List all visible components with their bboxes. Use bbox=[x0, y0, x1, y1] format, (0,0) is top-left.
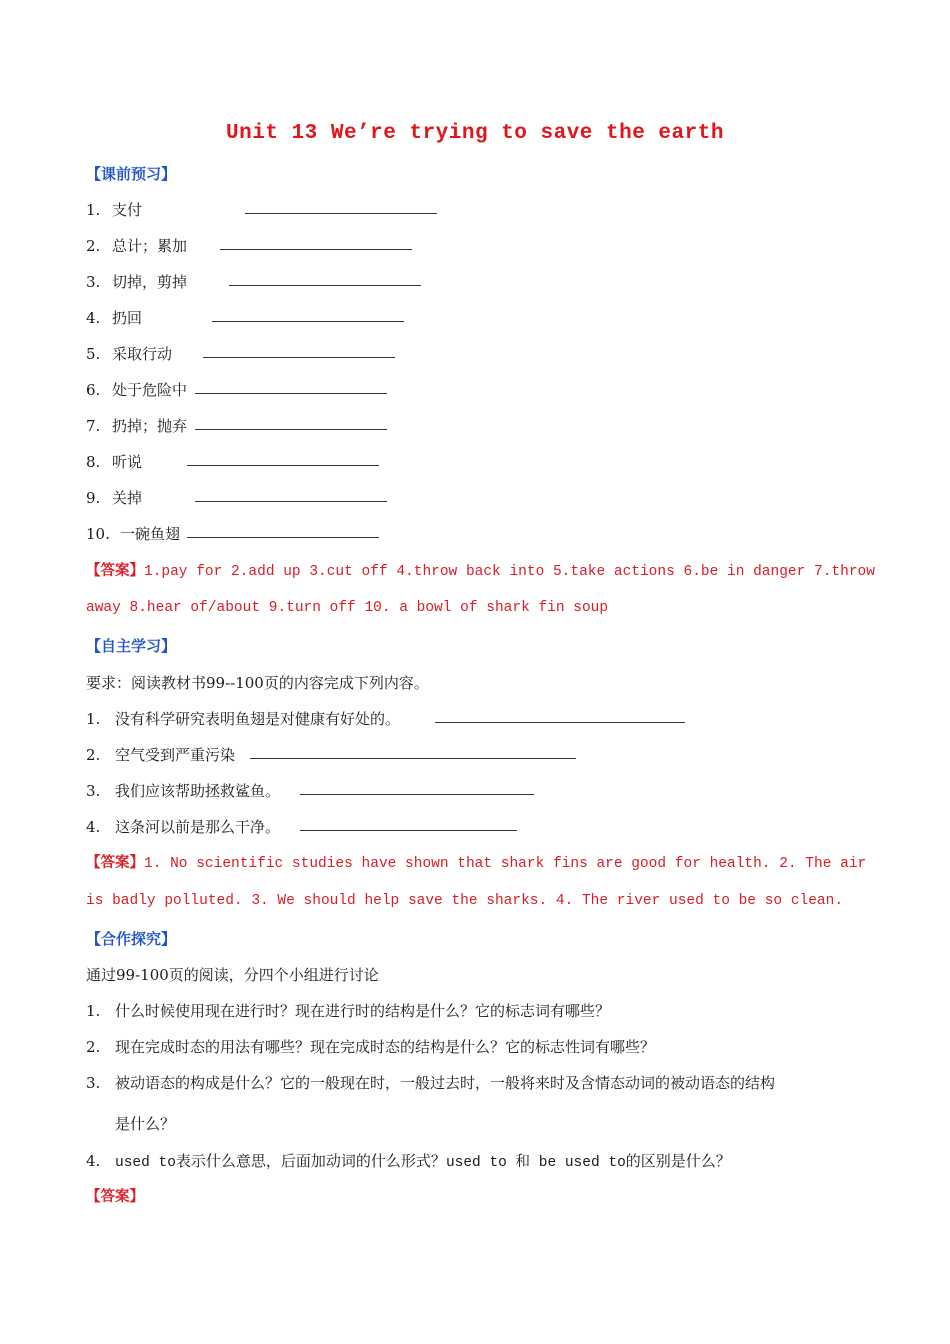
answer-blank[interactable] bbox=[220, 235, 412, 250]
list-item: 3. 切掉，剪掉 bbox=[86, 271, 187, 292]
answer-line: is badly polluted. 3. We should help save the sharks. 4. The river used to be so clean. bbox=[86, 893, 844, 909]
list-item: 9. 关掉 bbox=[86, 487, 142, 508]
answer-blank[interactable] bbox=[212, 307, 404, 322]
answer-tag: 【答案】 bbox=[86, 1189, 144, 1205]
answer-line: 【答案】1.pay for 2.add up 3.cut off 4.throw back into 5.take actions 6.be in danger 7.throw bbox=[86, 563, 875, 580]
list-item: 6. 处于危险中 bbox=[86, 379, 187, 400]
list-item: 4. 扔回 bbox=[86, 307, 142, 328]
answer-line: away 8.hear of/about 9.turn off 10. a bowl of shark fin soup bbox=[86, 600, 609, 616]
section-heading-cooperation: 【合作探究】 bbox=[86, 930, 177, 948]
answer-tag: 【答案】 bbox=[86, 855, 144, 871]
list-item: 3. 我们应该帮助拯救鲨鱼。 bbox=[86, 780, 280, 801]
list-item: 10. 一碗鱼翅 bbox=[86, 523, 180, 544]
list-item: 5. 采取行动 bbox=[86, 343, 172, 364]
list-item: 2. 总计；累加 bbox=[86, 235, 187, 256]
list-item: 1. 什么时候使用现在进行时？现在进行时的结构是什么？它的标志词有哪些？ bbox=[86, 1002, 611, 1020]
answer-blank[interactable] bbox=[195, 415, 387, 430]
page-title: Unit 13 We’re trying to save the earth bbox=[226, 122, 724, 145]
list-item: 1. 支付 bbox=[86, 199, 142, 220]
list-item: 8. 听说 bbox=[86, 451, 142, 472]
answer-tag: 【答案】 bbox=[86, 563, 144, 579]
section-heading-self-study: 【自主学习】 bbox=[86, 637, 177, 655]
list-item: 7. 扔掉；抛弃 bbox=[86, 415, 187, 436]
answer-blank[interactable] bbox=[300, 780, 534, 795]
answer-blank[interactable] bbox=[245, 199, 437, 214]
answer-line bbox=[86, 1185, 144, 1206]
answer-blank[interactable] bbox=[203, 343, 395, 358]
answer-blank[interactable] bbox=[187, 523, 379, 538]
list-item: 4. 这条河以前是那么干净。 bbox=[86, 816, 280, 837]
list-item: 4. used to表示什么意思，后面加动词的什么形式？used to 和 be used to的区别是什么？ bbox=[86, 1152, 731, 1171]
answer-blank[interactable] bbox=[187, 451, 379, 466]
answer-blank[interactable] bbox=[195, 487, 387, 502]
answer-blank[interactable] bbox=[435, 708, 685, 723]
section-heading-preview: 【课前预习】 bbox=[86, 165, 177, 183]
answer-blank[interactable] bbox=[250, 744, 576, 759]
answer-line: 【答案】1. No scientific studies have shown that shark fins are good for health. 2. The air bbox=[86, 855, 867, 872]
requirement-text: 要求：阅读教材书99--100页的内容完成下列内容。 bbox=[86, 674, 429, 692]
list-item: 2. 现在完成时态的用法有哪些？现在完成时态的结构是什么？它的标志性词有哪些？ bbox=[86, 1038, 656, 1056]
answer-blank[interactable] bbox=[195, 379, 387, 394]
list-item-continuation: 是什么？ bbox=[115, 1115, 176, 1133]
list-item: 1. 没有科学研究表明鱼翅是对健康有好处的。 bbox=[86, 708, 400, 729]
answer-blank[interactable] bbox=[300, 816, 517, 831]
intro-text: 通过99-100页的阅读，分四个小组进行讨论 bbox=[86, 966, 379, 984]
answer-blank[interactable] bbox=[229, 271, 421, 286]
list-item: 3. 被动语态的构成是什么？它的一般现在时，一般过去时，一般将来时及含情态动词的被动语态的结构 bbox=[86, 1074, 776, 1092]
list-item: 2. 空气受到严重污染 bbox=[86, 744, 235, 765]
